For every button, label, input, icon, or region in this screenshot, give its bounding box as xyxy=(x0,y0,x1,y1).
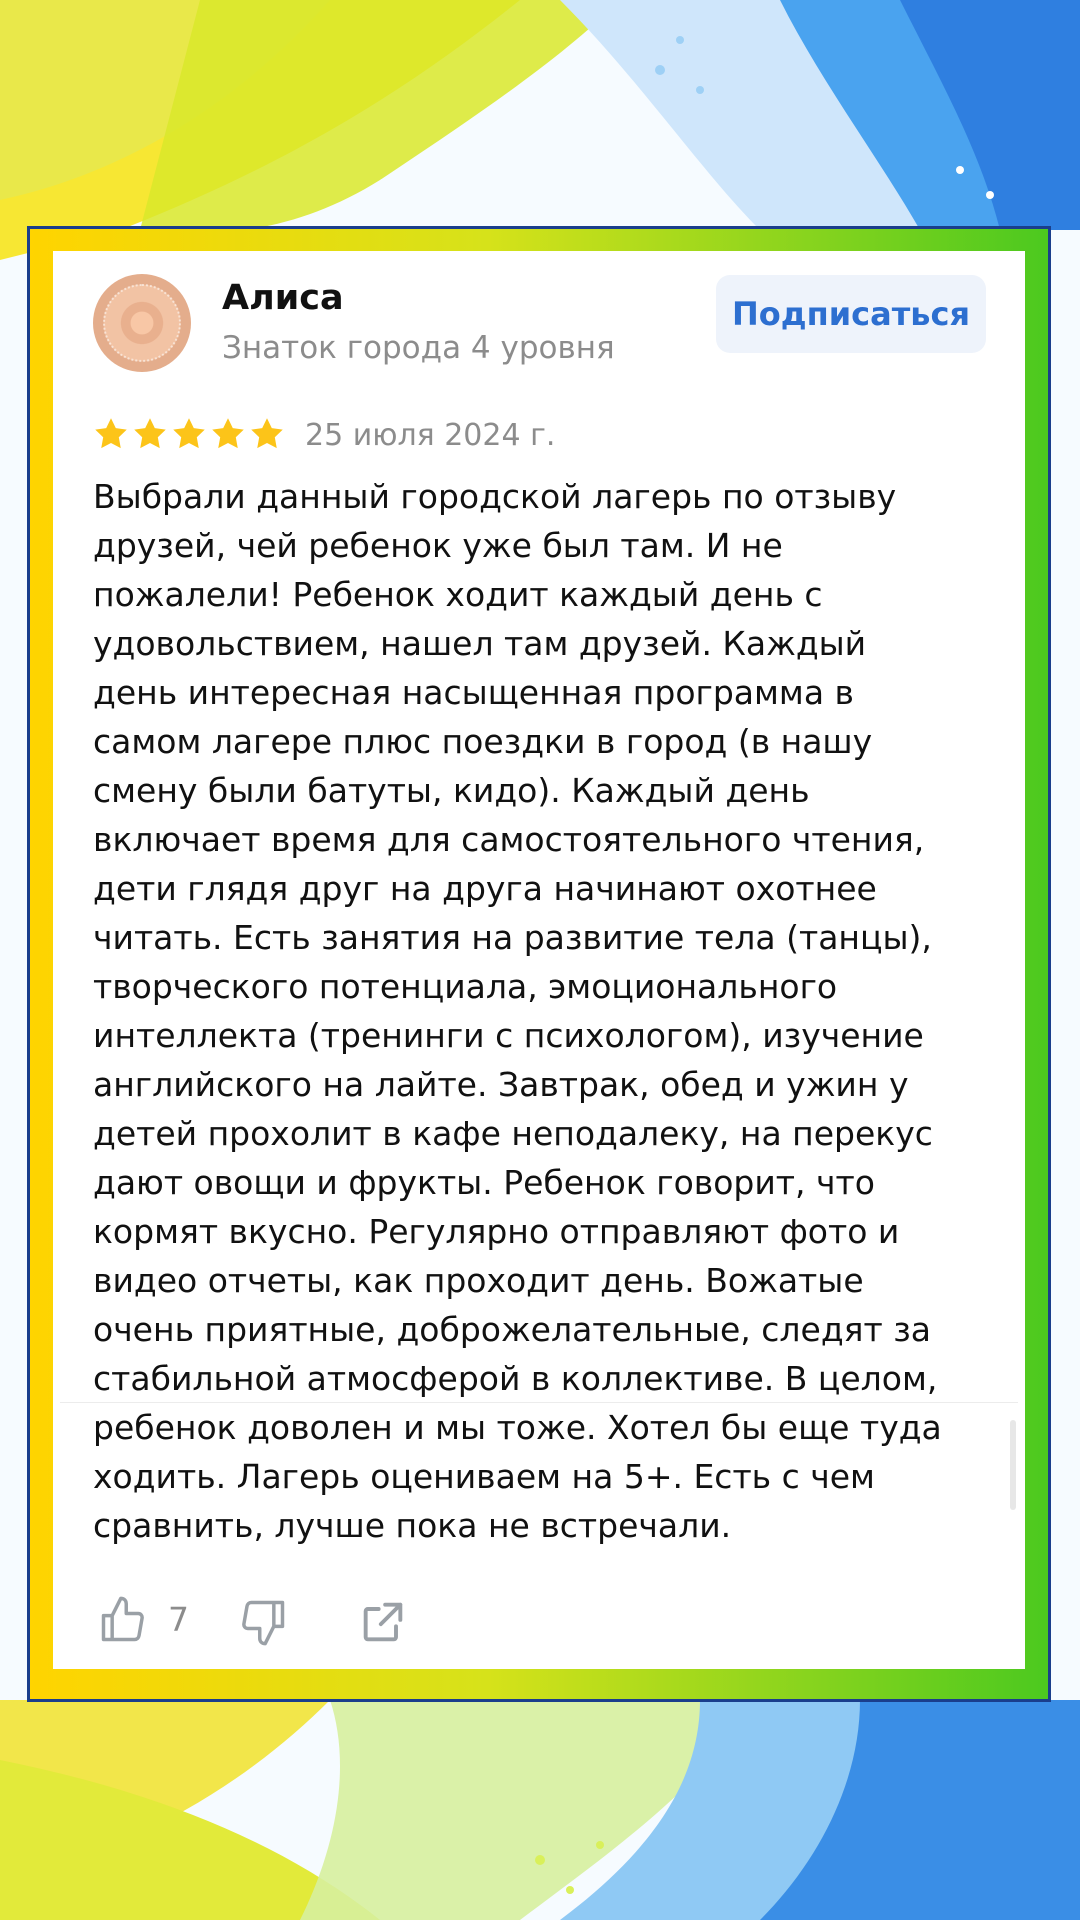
thumbs-up-icon[interactable] xyxy=(96,1594,150,1646)
thumbs-down-icon[interactable] xyxy=(236,1596,290,1648)
author-name[interactable]: Алиса xyxy=(222,278,344,318)
review-date: 25 июля 2024 г. xyxy=(305,418,556,453)
divider xyxy=(60,1402,1018,1403)
author-level: Знаток города 4 уровня xyxy=(222,330,615,366)
scrollbar[interactable] xyxy=(1010,1420,1016,1510)
star-icon xyxy=(249,416,285,452)
review-text: Выбрали данный городской лагерь по отзыву друзей, чей ребенок уже был там. И не пожалели! Ребенок ходит каждый день с удовольствием, нашел там друзей. Каждый день интересная насыщенная программа в самом лагере плюс поездки в город (в нашу смену были батуты, кидо). Каждый день включает время для самостоятельного чтения, дети глядя друг на друга начинают охотнее читать. Есть занятия на развитие тела (танцы), творческого потенциала, эмоционального интеллекта (тренинги с психологом), изучение английского на лайте. Завтрак, обед и ужин у детей прохолит в кафе неподалеку, на перекус дают овощи и фрукты. Ребенок говорит, что кормят вкусно. Регулярно отправляют фото и видео отчеты, как проходит день. Вожатые очень приятные, доброжелательные, следят за стабильной атмосферой в коллективе. В целом, ребенок доволен и мы тоже. Хотел бы еще туда ходить. Лагерь оцениваем на 5+. Есть с чем сравнить, лучше пока не встречали. xyxy=(93,477,942,1545)
rating-stars xyxy=(93,416,285,452)
star-icon xyxy=(210,416,246,452)
star-icon xyxy=(93,416,129,452)
share-icon[interactable] xyxy=(356,1596,410,1648)
like-count: 7 xyxy=(168,1600,189,1639)
star-icon xyxy=(171,416,207,452)
avatar[interactable] xyxy=(93,274,191,372)
subscribe-button[interactable]: Подписаться xyxy=(716,275,986,353)
star-icon xyxy=(132,416,168,452)
